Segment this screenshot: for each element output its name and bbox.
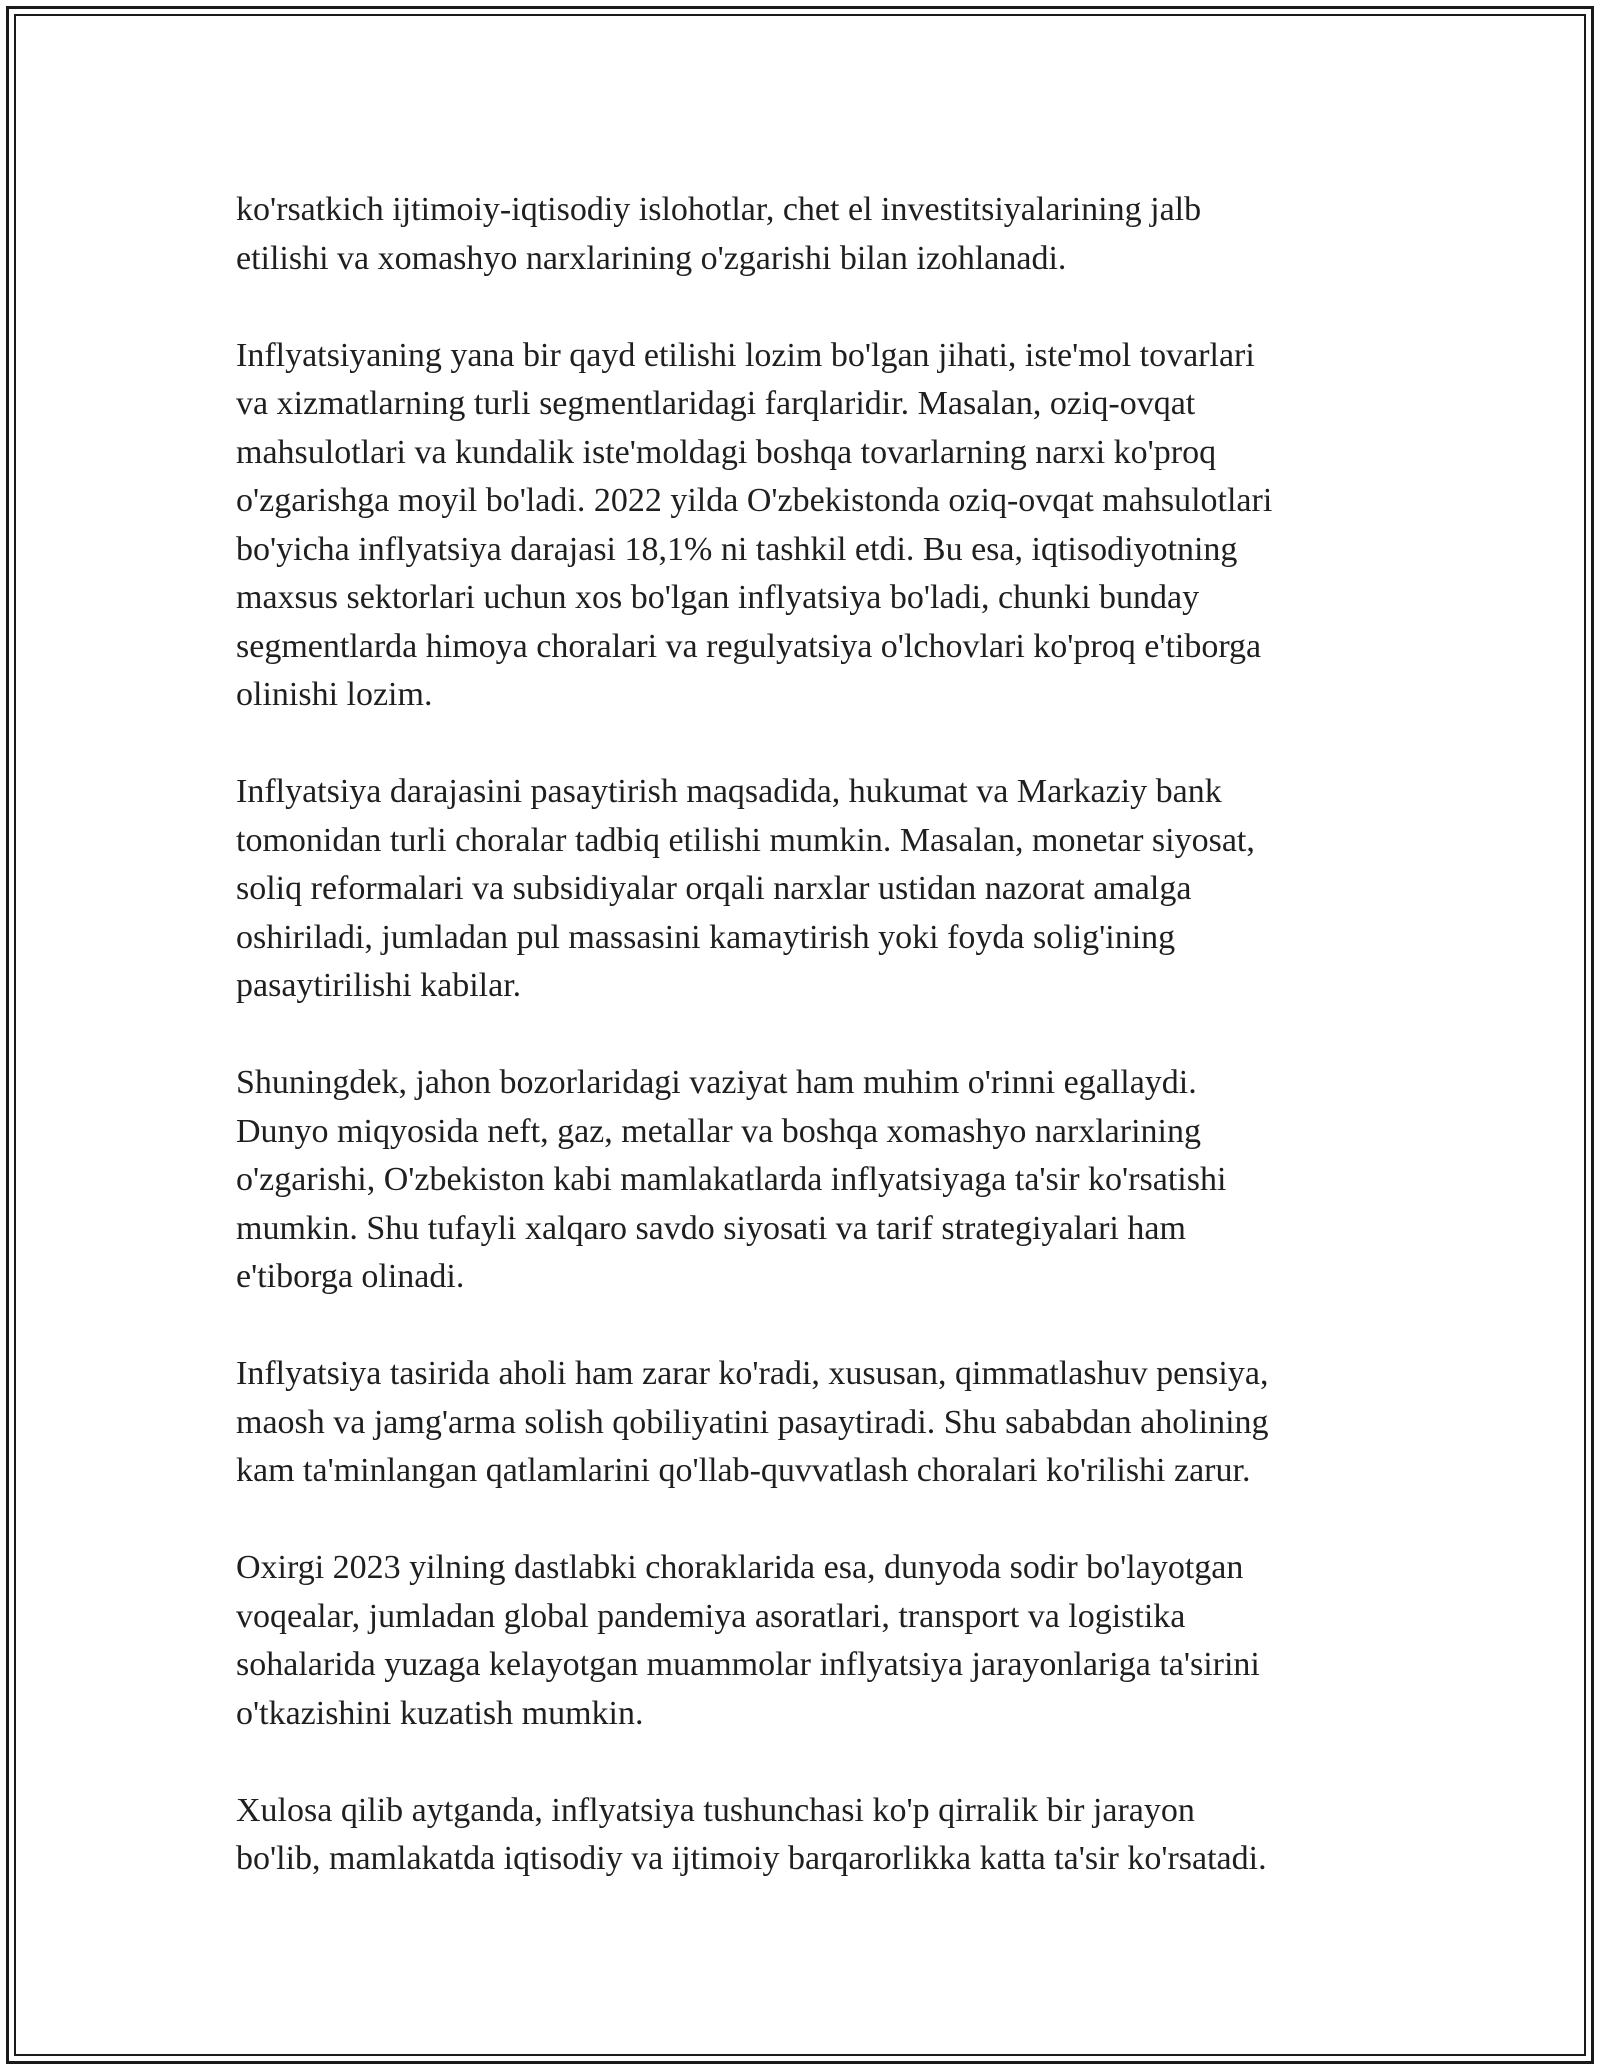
text-line: Xulosa qilib aytganda, inflyatsiya tushunchasi ko'p qirralik bir jarayon [236, 1791, 1195, 1829]
text-line: soliq reformalari va subsidiyalar orqali narxlar ustidan nazorat amalga [236, 870, 1192, 907]
text-line: pasaytirilishi kabilar. [236, 967, 522, 1004]
text-line: kam ta'minlangan qatlamlarini qo'llab-quvvatlash choralari ko'rilishi zarur. [236, 1452, 1251, 1489]
text-line: mahsulotlari va kundalik iste'moldagi boshqa tovarlarning narxi ko'proq [236, 433, 1217, 471]
text-line: segmentlarda himoya choralari va regulyatsiya o'lchovlari ko'proq e'tiborga [236, 627, 1262, 665]
text-line: Dunyo miqyosida neft, gaz, metallar va boshqa xomashyo narxlarining [236, 1112, 1201, 1150]
paragraph-2 [236, 332, 1376, 720]
text-line: Inflyatsiya tasirida aholi ham zarar ko'radi, xususan, qimmatlashuv pensiya, [236, 1355, 1269, 1392]
text-line: bo'yicha inflyatsiya darajasi 18,1% ni tashkil etdi. Bu esa, iqtisodiyotning [236, 530, 1238, 568]
paragraph-6 [236, 1544, 1376, 1738]
text-line: mumkin. Shu tufayli xalqaro savdo siyosati va tarif strategiyalari ham [236, 1209, 1186, 1247]
text-line: voqealar, jumladan global pandemiya asoratlari, transport va logistika [236, 1597, 1186, 1635]
text-line: va xizmatlarning turli segmentlaridagi farqlaridir. Masalan, oziq-ovqat [236, 385, 1196, 422]
text-line: o'zgarishga moyil bo'ladi. 2022 yilda O'zbekistonda oziq-ovqat mahsulotlari [236, 482, 1273, 519]
text-line: ko'rsatkich ijtimoiy-iqtisodiy islohotlar, chet el investitsiyalarining jalb [236, 191, 1202, 228]
document-body [236, 186, 1376, 1932]
text-line: bo'lib, mamlakatda iqtisodiy va ijtimoiy barqarorlikka katta ta'sir ko'rsatadi. [236, 1840, 1267, 1877]
text-line: sohalarida yuzaga kelayotgan muammolar inflyatsiya jarayonlariga ta'sirini [236, 1646, 1260, 1683]
text-line: o'zgarishi, O'zbekiston kabi mamlakatlarda inflyatsiyaga ta'sir ko'rsatishi [236, 1161, 1227, 1198]
text-line: Inflyatsiyaning yana bir qayd etilishi lozim bo'lgan jihati, iste'mol tovarlari [236, 336, 1255, 374]
text-line: e'tiborga olinadi. [236, 1258, 465, 1295]
text-line: maxsus sektorlari uchun xos bo'lgan inflyatsiya bo'ladi, chunki bunday [236, 579, 1200, 616]
paragraph-3 [236, 768, 1376, 1011]
text-line: Inflyatsiya darajasini pasaytirish maqsadida, hukumat va Markaziy bank [236, 773, 1222, 810]
paragraph-7 [236, 1787, 1376, 1884]
paragraph-1 [236, 186, 1376, 283]
text-line: o'tkazishini kuzatish mumkin. [236, 1694, 644, 1732]
text-line: Oxirgi 2023 yilning dastlabki choraklarida esa, dunyoda sodir bo'layotgan [236, 1549, 1244, 1586]
paragraph-5 [236, 1350, 1376, 1496]
text-line: etilishi va xomashyo narxlarining o'zgarishi bilan izohlanadi. [236, 239, 1067, 277]
paragraph-4 [236, 1059, 1376, 1302]
text-line: maosh va jamg'arma solish qobiliyatini pasaytiradi. Shu sababdan aholining [236, 1403, 1269, 1441]
text-line: oshiriladi, jumladan pul massasini kamaytirish yoki foyda solig'ining [236, 918, 1176, 956]
text-line: olinishi lozim. [236, 676, 433, 713]
text-line: tomonidan turli choralar tadbiq etilishi mumkin. Masalan, monetar siyosat, [236, 821, 1255, 859]
text-line: Shuningdek, jahon bozorlaridagi vaziyat ham muhim o'rinni egallaydi. [236, 1064, 1197, 1101]
